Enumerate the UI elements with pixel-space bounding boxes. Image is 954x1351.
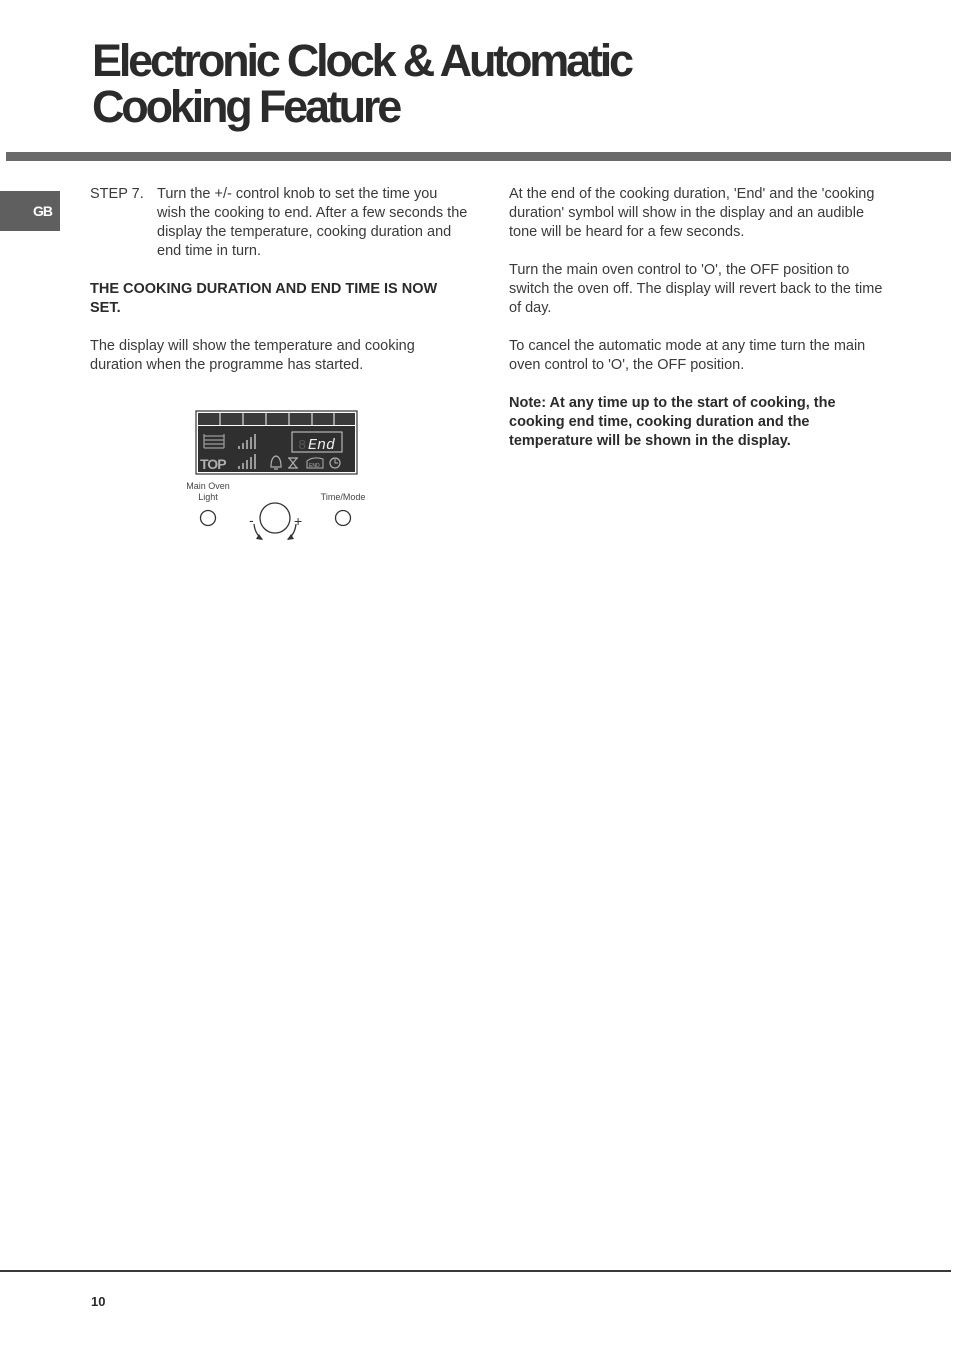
display-top-strip (198, 413, 355, 425)
section-heading: THE COOKING DURATION AND END TIME IS NOW SET. (90, 281, 438, 316)
display-paragraph: The display will show the temperature and cooking duration when the programme has started. (90, 338, 415, 373)
end-of-cooking-paragraph: At the end of the cooking duration, 'End' and the 'cooking duration' symbol will show in the display and an audible tone will be heard for a few seconds. (509, 186, 875, 240)
time-mode-label: Time/Mode (320, 492, 366, 502)
top-label: TOP (200, 456, 226, 472)
end-icon-label: END (309, 463, 320, 469)
step-number: STEP 7. (90, 186, 144, 202)
language-tab: GB (0, 191, 60, 231)
plus-minus-control-knob[interactable] (260, 503, 290, 533)
main-oven-light-button[interactable] (201, 511, 216, 526)
title-divider (6, 152, 951, 161)
unlit-digit: 8 (298, 438, 307, 454)
minus-symbol: - (249, 512, 254, 528)
page-number: 10 (91, 1294, 106, 1309)
step-7 (90, 185, 468, 261)
step-text: Turn the +/- control knob to set the time you wish the cooking to end. After a few seconds the display the temperature, cooking duration and end time in turn. (157, 186, 468, 259)
plus-symbol: + (294, 513, 303, 529)
page-title-line-1: Electronic Clock & Automatic (92, 35, 631, 86)
footer-divider (0, 1270, 951, 1272)
display-readout: End (308, 437, 336, 454)
main-oven-light-label-line2: Light (198, 492, 218, 502)
note-paragraph: Note: At any time up to the start of cooking, the cooking end time, cooking duration and the temperature will be shown in the display. (509, 395, 836, 449)
right-column (509, 185, 887, 470)
page-title-line-2: Cooking Feature (92, 81, 400, 132)
control-panel-diagram (180, 408, 380, 548)
time-mode-button[interactable] (336, 511, 351, 526)
page-title (92, 35, 631, 132)
main-oven-light-label-line1: Main Oven (186, 481, 230, 491)
left-column (90, 185, 468, 394)
switch-off-paragraph: Turn the main oven control to 'O', the OFF position to switch the oven off. The display will revert back to the time of day. (509, 262, 883, 316)
control-panel-figure (180, 408, 380, 548)
cancel-paragraph: To cancel the automatic mode at any time turn the main oven control to 'O', the OFF position. (509, 338, 866, 373)
